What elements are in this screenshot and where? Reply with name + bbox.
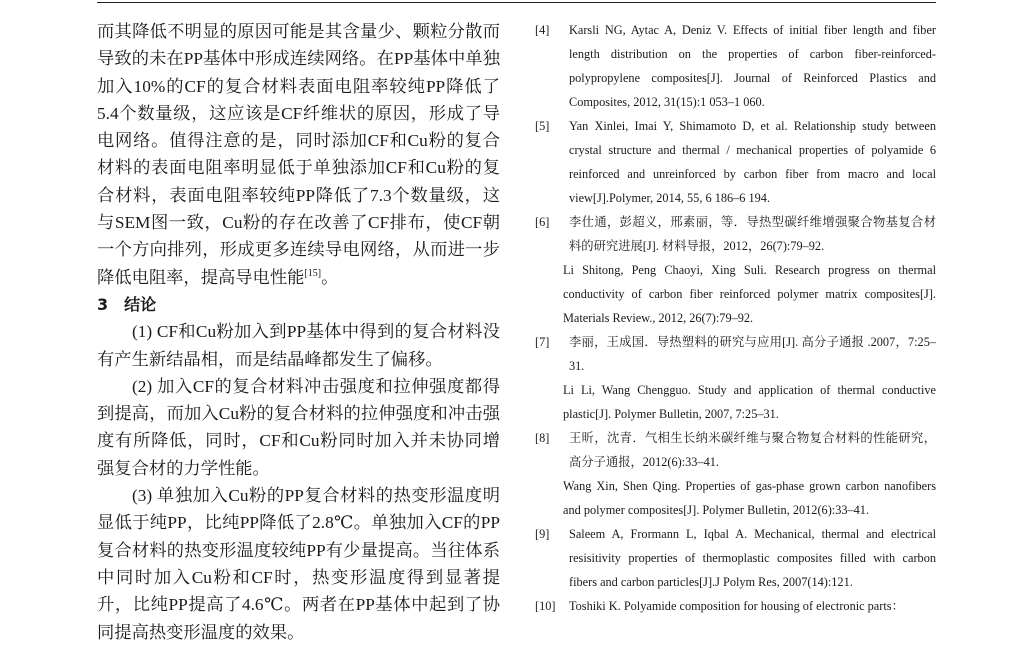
paragraph-conductivity — [97, 18, 500, 291]
conclusion-2: (2) 加入CF的复合材料冲击强度和拉伸强度都得到提高，而加入Cu粉的复合材料的拉伸强度和冲击强度有所降低，同时，CF和Cu粉同时加入并未协同增强复合材的力学性能。 — [97, 376, 500, 478]
reference-translation: Li Li, Wang Chengguo. Study and application of thermal conductive plastic[J]. Polymer Bulletin, 2007, 7:25–31. — [563, 383, 936, 421]
reference-text: Karsli NG, Aytac A, Deniz V. Effects of initial fiber length and fiber length distribution on the properties of carbon fiber-reinforced-polypropylene composites[J]. Journal of Reinforced Plastics and Composites, 2012, 31(15):1 053–1 060. — [569, 23, 936, 109]
paragraph-text: 而其降低不明显的原因可能是其含量少、颗粒分散而导致的未在PP基体中形成连续网络。在PP基体中单独加入10%的CF的复合材料表面电阻率较纯PP降低了5.4个数量级，这应该是CF纤维状的原因，形成了导电网络。值得注意的是，同时添加CF和Cu粉的复合材料的表面电阻率明显低于单独添加CF和Cu粉的复合材料，表面电阻率较纯PP降低了7.3个数量级，这与SEM图一致，Cu粉的存在改善了CF排布，使CF朝一个方向排列，形成更多连续导电网络，从而进一步降低电阻率，提高导电性能 — [97, 22, 500, 287]
reference-item — [535, 330, 936, 426]
reference-number: [10] — [535, 599, 556, 613]
reference-number: [5] — [535, 119, 550, 133]
top-rule — [97, 2, 936, 3]
conclusion-1: (1) CF和Cu粉加入到PP基体中得到的复合材料没有产生新结晶相，而是结晶峰都发生了偏移。 — [97, 322, 500, 369]
reference-text: 李仕通，彭超义，邢素丽，等．导热型碳纤维增强聚合物基复合材料的研究进展[J]. 材料导报，2012，26(7):79–92. — [569, 215, 936, 253]
body-text-column — [97, 18, 500, 646]
reference-list — [535, 18, 936, 618]
reference-translation: Li Shitong, Peng Chaoyi, Xing Suli. Research progress on thermal conductivity of carbon fiber reinforced polymer matrix composites[J]. Materials Review., 2012, 26(7):79–92. — [563, 263, 936, 325]
reference-item — [535, 18, 936, 114]
paragraph-end: 。 — [321, 267, 339, 287]
reference-number: [9] — [535, 527, 550, 541]
reference-text: Toshiki K. Polyamide composition for housing of electronic parts： — [569, 599, 904, 613]
reference-text: 李丽，王成国．导热塑料的研究与应用[J]. 高分子通报 .2007，7:25–31. — [569, 335, 936, 373]
reference-translation: Wang Xin, Shen Qing. Properties of gas-phase grown carbon nanofibers and polymer composites[J]. Polymer Bulletin, 2012(6):33–41. — [563, 479, 936, 517]
reference-item — [535, 210, 936, 330]
reference-item — [535, 426, 936, 522]
citation: [15] — [304, 267, 322, 279]
section-heading: 3 结论 — [97, 294, 157, 314]
reference-number: [4] — [535, 23, 550, 37]
reference-item — [535, 114, 936, 210]
reference-text: 王昕，沈青．气相生长纳米碳纤维与聚合物复合材料的性能研究，高分子通报，2012(6):33–41. — [569, 431, 936, 469]
reference-number: [7] — [535, 335, 550, 349]
reference-item — [535, 522, 936, 594]
reference-item — [535, 594, 936, 618]
reference-text: Yan Xinlei, Imai Y, Shimamoto D, et al. Relationship study between crystal structure and thermal / mechanical properties of polyamide 6 reinforced and unreinforced by carbon fiber from macro and local view[J].Polymer, 2014, 55, 6 186–6 194. — [569, 119, 936, 205]
reference-number: [8] — [535, 431, 550, 445]
reference-number: [6] — [535, 215, 550, 229]
conclusion-3: (3) 单独加入Cu粉的PP复合材料的热变形温度明显低于纯PP，比纯PP降低了2.8℃。单独加入CF的PP复合材料的热变形温度较纯PP有少量提高。当往体系中同时加入Cu粉和CF时，热变形温度得到显著提升，比纯PP提高了4.6℃。两者在PP基体中起到了协同提高热变形温度的效果。 — [97, 486, 500, 642]
reference-text: Saleem A, Frormann L, Iqbal A. Mechanical, thermal and electrical resisitivity properties of thermoplastic composites filled with carbon fibers and carbon particles[J].J Polym Res, 2007(14):121. — [569, 527, 936, 589]
